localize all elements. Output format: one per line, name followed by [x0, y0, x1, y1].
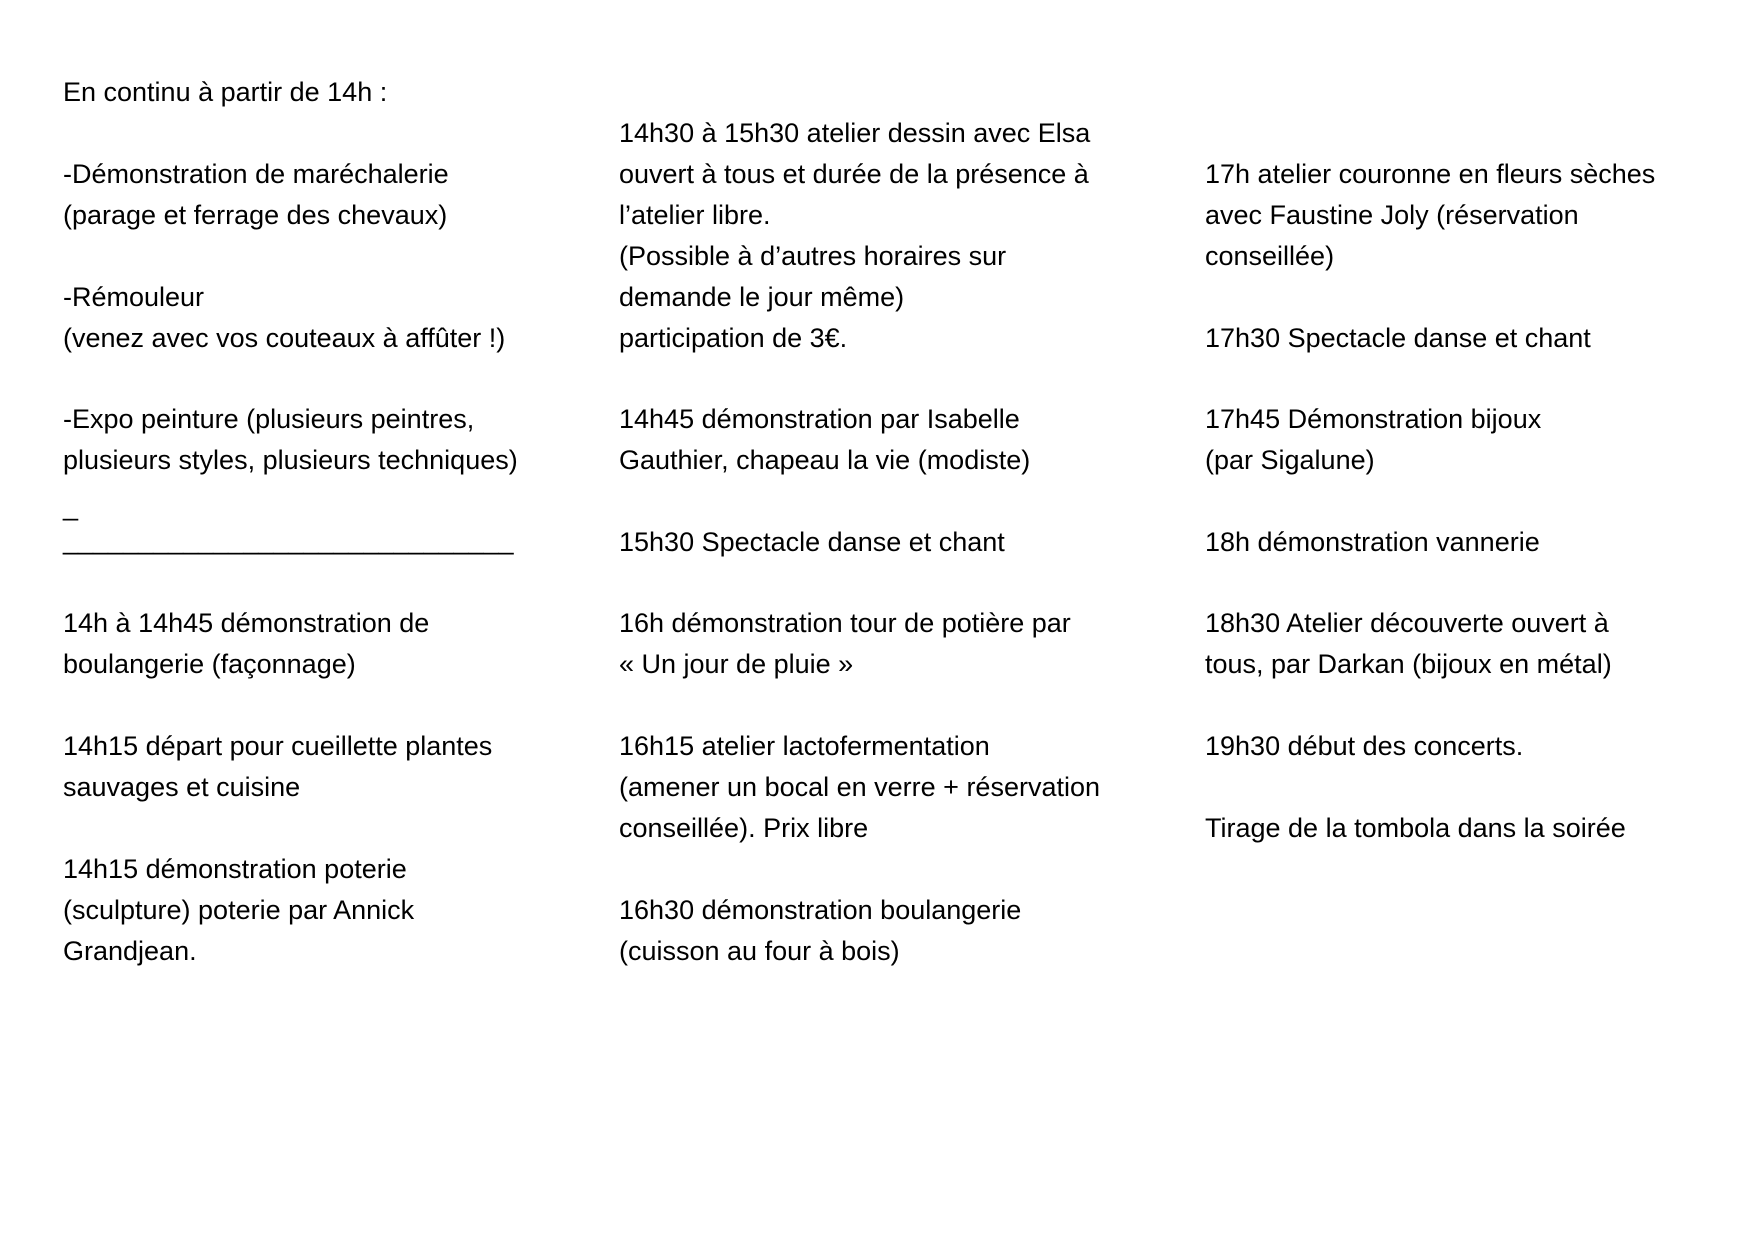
text-line: 16h30 démonstration boulangerie — [619, 895, 1022, 925]
text-line: (par Sigalune) — [1205, 445, 1375, 475]
text-line: Tirage de la tombola dans la soirée — [1205, 813, 1626, 843]
text-line: participation de 3€. — [619, 323, 848, 353]
text-line: 16h démonstration tour de potière par — [619, 608, 1071, 638]
text-line: ______________________________ — [63, 525, 514, 555]
text-line: demande le jour même) — [619, 282, 905, 312]
text-line: sauvages et cuisine — [63, 772, 301, 802]
text-line: avec Faustine Joly (réservation — [1205, 200, 1579, 230]
text-line: 16h15 atelier lactofermentation — [619, 731, 990, 761]
text-line: 18h démonstration vannerie — [1205, 527, 1540, 557]
text-line: 19h30 début des concerts. — [1205, 731, 1524, 761]
text-line: (parage et ferrage des chevaux) — [63, 200, 448, 230]
text-line: 14h45 démonstration par Isabelle — [619, 404, 1020, 434]
text-line: l’atelier libre. — [619, 200, 771, 230]
text-line: -Expo peinture (plusieurs peintres, — [63, 404, 475, 434]
text-line: « Un jour de pluie » — [619, 649, 854, 679]
text-line: Grandjean. — [63, 936, 197, 966]
text-line: 14h15 démonstration poterie — [63, 854, 407, 884]
text-line: 17h45 Démonstration bijoux — [1205, 404, 1542, 434]
text-line: 14h à 14h45 démonstration de — [63, 608, 430, 638]
text-line: -Rémouleur — [63, 282, 205, 312]
text-line: 18h30 Atelier découverte ouvert à — [1205, 608, 1609, 638]
text-line: boulangerie (façonnage) — [63, 649, 356, 679]
text-line: 15h30 Spectacle danse et chant — [619, 527, 1005, 557]
text-line: (venez avec vos couteaux à affûter !) — [63, 323, 506, 353]
text-line: 14h30 à 15h30 atelier dessin avec Elsa — [619, 118, 1091, 148]
text-line: _ — [63, 491, 79, 521]
text-line: (Possible à d’autres horaires sur — [619, 241, 1007, 271]
text-line: 17h30 Spectacle danse et chant — [1205, 323, 1591, 353]
text-line: 17h atelier couronne en fleurs sèches — [1205, 159, 1656, 189]
text-line: -Démonstration de maréchalerie — [63, 159, 449, 189]
text-line: (sculpture) poterie par Annick — [63, 895, 415, 925]
text-line: En continu à partir de 14h : — [63, 77, 388, 107]
text-line: conseillée) — [1205, 241, 1335, 271]
text-line: tous, par Darkan (bijoux en métal) — [1205, 649, 1612, 679]
text-line: (amener un bocal en verre + réservation — [619, 772, 1101, 802]
text-line: conseillée). Prix libre — [619, 813, 869, 843]
text-line: plusieurs styles, plusieurs techniques) — [63, 445, 518, 475]
text-line: Gauthier, chapeau la vie (modiste) — [619, 445, 1031, 475]
text-line: 14h15 départ pour cueillette plantes — [63, 731, 493, 761]
text-line: (cuisson au four à bois) — [619, 936, 900, 966]
text-line: ouvert à tous et durée de la présence à — [619, 159, 1089, 189]
